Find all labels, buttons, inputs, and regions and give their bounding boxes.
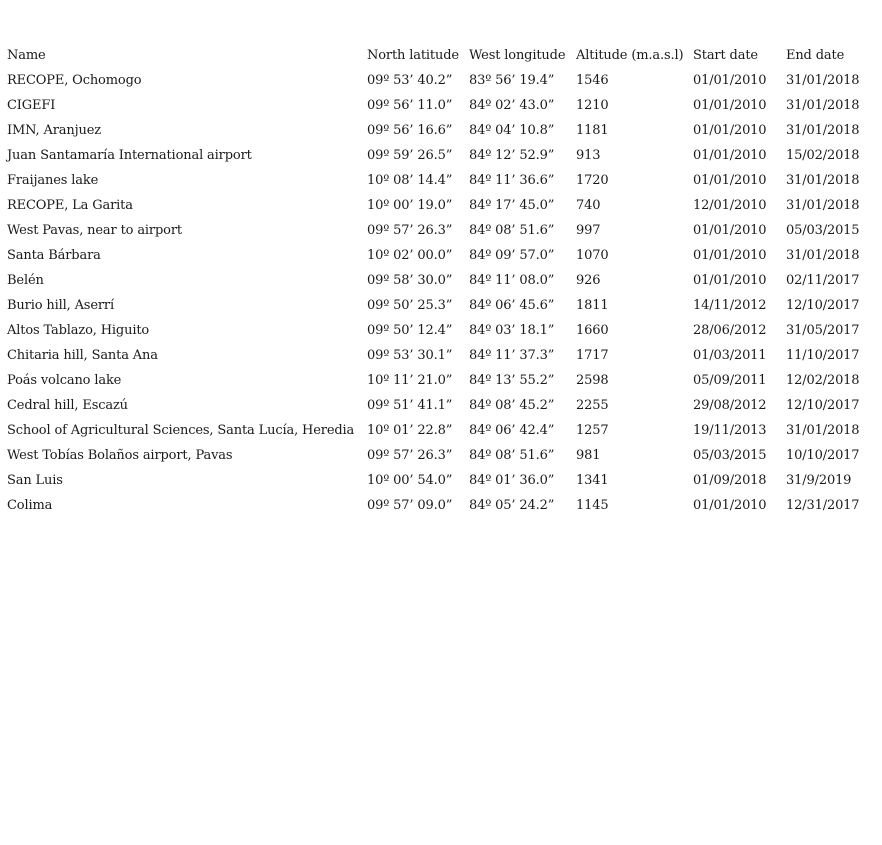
cell-name: Chitaria hill, Santa Ana <box>7 348 158 363</box>
table-header <box>7 43 876 68</box>
cell-west-longitude: 84º 04’ 10.8” <box>469 123 555 138</box>
cell-north-latitude: 09º 56’ 16.6” <box>367 123 453 138</box>
cell-end-date: 12/10/2017 <box>786 298 860 313</box>
cell-name: RECOPE, La Garita <box>7 198 133 213</box>
cell-altitude: 2255 <box>576 398 609 413</box>
cell-start-date: 01/01/2010 <box>693 148 767 163</box>
cell-start-date: 29/08/2012 <box>693 398 767 413</box>
cell-altitude: 1717 <box>576 348 609 363</box>
table-row <box>7 343 876 368</box>
cell-west-longitude: 84º 11’ 37.3” <box>469 348 555 363</box>
cell-end-date: 11/10/2017 <box>786 348 860 363</box>
cell-west-longitude: 84º 01’ 36.0” <box>469 473 555 488</box>
cell-west-longitude: 84º 06’ 45.6” <box>469 298 555 313</box>
cell-west-longitude: 83º 56’ 19.4” <box>469 73 555 88</box>
table-row <box>7 368 876 393</box>
cell-west-longitude: 84º 08’ 51.6” <box>469 448 555 463</box>
cell-west-longitude: 84º 12’ 52.9” <box>469 148 555 163</box>
cell-end-date: 02/11/2017 <box>786 273 860 288</box>
cell-west-longitude: 84º 11’ 36.6” <box>469 173 555 188</box>
cell-start-date: 01/01/2010 <box>693 273 767 288</box>
cell-name: CIGEFI <box>7 98 56 113</box>
table-row <box>7 193 876 218</box>
cell-altitude: 926 <box>576 273 601 288</box>
cell-start-date: 01/01/2010 <box>693 73 767 88</box>
table-row <box>7 143 876 168</box>
cell-west-longitude: 84º 03’ 18.1” <box>469 323 555 338</box>
cell-west-longitude: 84º 09’ 57.0” <box>469 248 555 263</box>
cell-start-date: 12/01/2010 <box>693 198 767 213</box>
cell-north-latitude: 10º 02’ 00.0” <box>367 248 453 263</box>
cell-end-date: 12/31/2017 <box>786 498 860 513</box>
cell-name: Fraijanes lake <box>7 173 99 188</box>
table-body <box>7 68 876 518</box>
cell-name: West Pavas, near to airport <box>7 223 182 238</box>
cell-name: IMN, Aranjuez <box>7 123 101 138</box>
table-row <box>7 443 876 468</box>
cell-end-date: 31/01/2018 <box>786 248 860 263</box>
cell-north-latitude: 09º 56’ 11.0” <box>367 98 453 113</box>
cell-end-date: 31/01/2018 <box>786 98 860 113</box>
table-row <box>7 318 876 343</box>
cell-start-date: 19/11/2013 <box>693 423 767 438</box>
cell-north-latitude: 10º 01’ 22.8” <box>367 423 453 438</box>
cell-west-longitude: 84º 08’ 45.2” <box>469 398 555 413</box>
table-row <box>7 468 876 493</box>
cell-altitude: 1145 <box>576 498 609 513</box>
table-row <box>7 168 876 193</box>
cell-end-date: 31/01/2018 <box>786 423 860 438</box>
cell-name: Burio hill, Aserrí <box>7 298 115 313</box>
cell-name: Juan Santamaría International airport <box>7 148 252 163</box>
cell-name: School of Agricultural Sciences, Santa Lucía, Heredia <box>7 423 355 438</box>
table-row <box>7 493 876 518</box>
cell-west-longitude: 84º 05’ 24.2” <box>469 498 555 513</box>
cell-start-date: 01/01/2010 <box>693 98 767 113</box>
cell-start-date: 05/03/2015 <box>693 448 767 463</box>
table-row <box>7 243 876 268</box>
cell-start-date: 01/03/2011 <box>693 348 767 363</box>
cell-north-latitude: 09º 51’ 41.1” <box>367 398 453 413</box>
cell-start-date: 01/01/2010 <box>693 173 767 188</box>
cell-start-date: 01/01/2010 <box>693 498 767 513</box>
cell-north-latitude: 09º 53’ 40.2” <box>367 73 453 88</box>
cell-name: Santa Bárbara <box>7 248 101 263</box>
table-row <box>7 93 876 118</box>
cell-name: San Luis <box>7 473 63 488</box>
cell-end-date: 12/02/2018 <box>786 373 860 388</box>
table-row <box>7 393 876 418</box>
cell-name: RECOPE, Ochomogo <box>7 73 142 88</box>
cell-end-date: 10/10/2017 <box>786 448 860 463</box>
cell-end-date: 31/9/2019 <box>786 473 852 488</box>
cell-name: West Tobías Bolaños airport, Pavas <box>7 448 233 463</box>
table-row <box>7 268 876 293</box>
cell-end-date: 15/02/2018 <box>786 148 860 163</box>
cell-altitude: 1257 <box>576 423 609 438</box>
header-name: Name <box>7 48 46 63</box>
cell-altitude: 1720 <box>576 173 609 188</box>
table-row <box>7 418 876 443</box>
cell-west-longitude: 84º 02’ 43.0” <box>469 98 555 113</box>
cell-altitude: 1070 <box>576 248 609 263</box>
cell-west-longitude: 84º 06’ 42.4” <box>469 423 555 438</box>
cell-north-latitude: 10º 00’ 54.0” <box>367 473 453 488</box>
cell-north-latitude: 09º 59’ 26.5” <box>367 148 453 163</box>
header-end-date: End date <box>786 48 845 63</box>
stations-table <box>7 43 876 518</box>
cell-north-latitude: 09º 57’ 26.3” <box>367 448 453 463</box>
cell-end-date: 31/01/2018 <box>786 73 860 88</box>
table-row <box>7 218 876 243</box>
header-start-date: Start date <box>693 48 758 63</box>
cell-north-latitude: 09º 50’ 12.4” <box>367 323 453 338</box>
cell-north-latitude: 09º 57’ 09.0” <box>367 498 453 513</box>
cell-altitude: 913 <box>576 148 601 163</box>
cell-north-latitude: 10º 08’ 14.4” <box>367 173 453 188</box>
cell-altitude: 1660 <box>576 323 609 338</box>
cell-name: Cedral hill, Escazú <box>7 398 128 413</box>
cell-end-date: 31/01/2018 <box>786 198 860 213</box>
cell-altitude: 1181 <box>576 123 609 138</box>
cell-altitude: 1546 <box>576 73 609 88</box>
cell-name: Belén <box>7 273 44 288</box>
cell-north-latitude: 10º 11’ 21.0” <box>367 373 453 388</box>
cell-start-date: 01/01/2010 <box>693 123 767 138</box>
cell-name: Altos Tablazo, Higuito <box>7 323 150 338</box>
cell-altitude: 1811 <box>576 298 609 313</box>
cell-altitude: 997 <box>576 223 601 238</box>
header-row <box>7 43 876 68</box>
header-altitude: Altitude (m.a.s.l) <box>576 48 684 63</box>
stations-table-container <box>7 43 876 518</box>
cell-north-latitude: 10º 00’ 19.0” <box>367 198 453 213</box>
cell-altitude: 1210 <box>576 98 609 113</box>
cell-start-date: 05/09/2011 <box>693 373 767 388</box>
cell-start-date: 14/11/2012 <box>693 298 767 313</box>
cell-name: Colima <box>7 498 53 513</box>
cell-north-latitude: 09º 58’ 30.0” <box>367 273 453 288</box>
cell-altitude: 2598 <box>576 373 609 388</box>
cell-altitude: 981 <box>576 448 601 463</box>
cell-north-latitude: 09º 50’ 25.3” <box>367 298 453 313</box>
cell-north-latitude: 09º 53’ 30.1” <box>367 348 453 363</box>
table-row <box>7 118 876 143</box>
cell-start-date: 01/01/2010 <box>693 223 767 238</box>
cell-west-longitude: 84º 13’ 55.2” <box>469 373 555 388</box>
header-north-latitude: North latitude <box>367 48 459 63</box>
cell-end-date: 12/10/2017 <box>786 398 860 413</box>
cell-altitude: 740 <box>576 198 601 213</box>
cell-west-longitude: 84º 08’ 51.6” <box>469 223 555 238</box>
header-west-longitude: West longitude <box>469 48 566 63</box>
cell-start-date: 28/06/2012 <box>693 323 767 338</box>
cell-start-date: 01/01/2010 <box>693 248 767 263</box>
table-row <box>7 293 876 318</box>
cell-end-date: 31/01/2018 <box>786 173 860 188</box>
cell-west-longitude: 84º 11’ 08.0” <box>469 273 555 288</box>
cell-end-date: 31/01/2018 <box>786 123 860 138</box>
cell-end-date: 31/05/2017 <box>786 323 860 338</box>
table-row <box>7 68 876 93</box>
cell-west-longitude: 84º 17’ 45.0” <box>469 198 555 213</box>
cell-start-date: 01/09/2018 <box>693 473 767 488</box>
cell-altitude: 1341 <box>576 473 609 488</box>
cell-north-latitude: 09º 57’ 26.3” <box>367 223 453 238</box>
cell-end-date: 05/03/2015 <box>786 223 860 238</box>
cell-name: Poás volcano lake <box>7 373 122 388</box>
